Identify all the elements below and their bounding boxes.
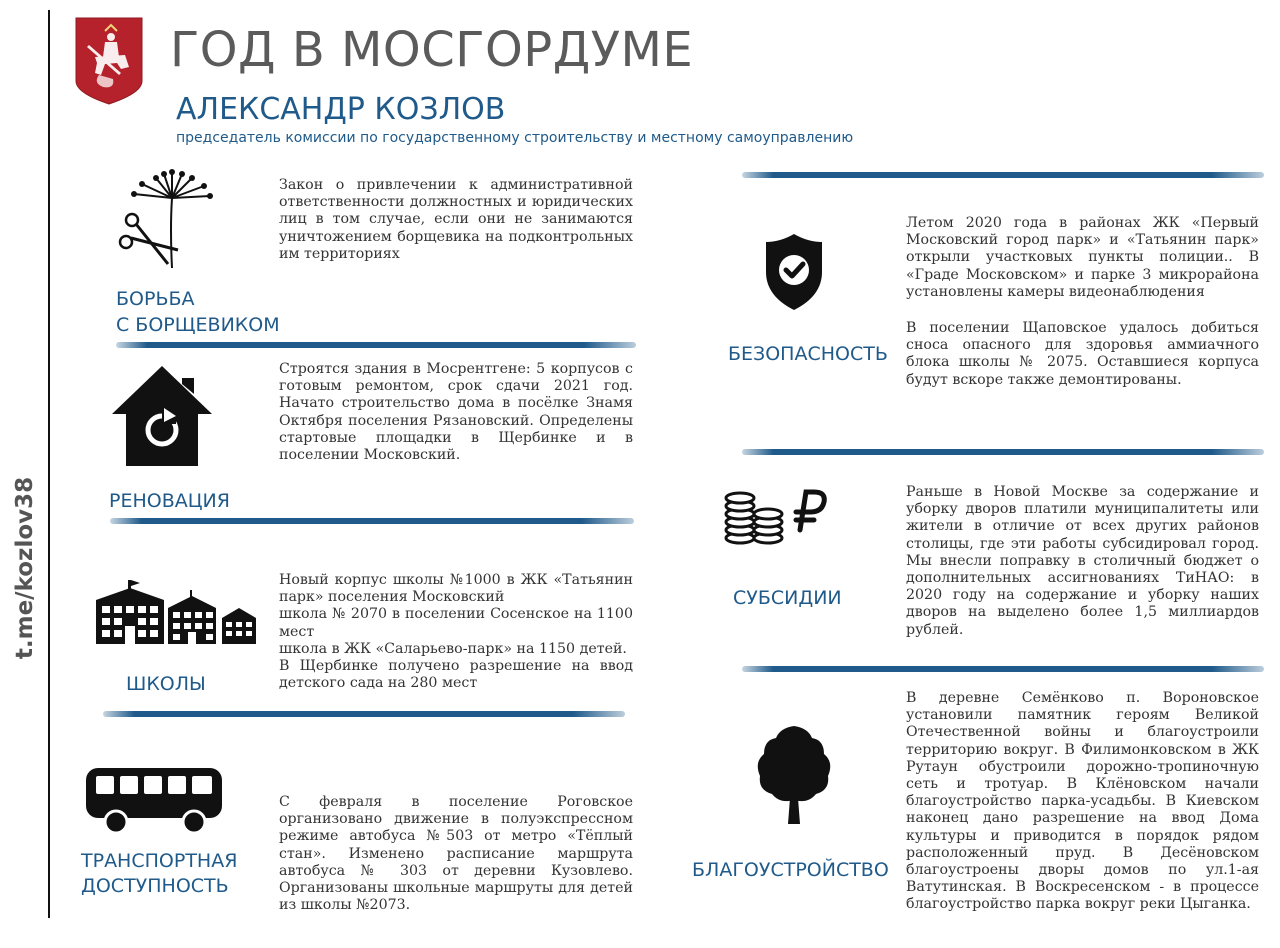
tree-icon: [754, 724, 834, 826]
renovation-text: Строятся здания в Мосрентгене: 5 корпусов с готовым ремонтом, срок сдачи 2021 год. Начато строительство дома в посёлке Знамя Октября поселения Рязановский. Определены стартовые площадки в Щербинке и в поселении Московский.: [279, 361, 633, 464]
moscow-coat-of-arms-icon: [75, 17, 143, 105]
renovation-title: РЕНОВАЦИЯ: [109, 490, 230, 512]
schools-line: Новый корпус школы №1000 в ЖК «Татьянин парк» поселения Московский: [279, 572, 633, 606]
schools-line: школа в ЖК «Саларьево-парк» на 1150 детей.: [279, 640, 627, 657]
house-renovation-icon: [112, 364, 212, 468]
brush-divider: [116, 342, 636, 348]
improvement-title: БЛАГОУСТРОЙСТВО: [692, 859, 889, 881]
brush-divider: [103, 711, 625, 717]
page-title: ГОД В МОСГОРДУМЕ: [170, 22, 694, 78]
subsidies-text: Раньше в Новой Москве за содержание и уборку дворов платили муниципалитеты или жители в отличие от всех других районов столицы, где эти работы субсидировал город. Мы внесли поправку в столичный бюджет о дополнительных ассигнованиях ТиНАО: в 2020 году на содержание и уборку наших дворов на выделено более 1,5 миллиардов рублей.: [906, 484, 1259, 638]
brush-divider: [110, 518, 634, 524]
transport-text: С февраля в поселение Роговское организовано движение в полуэкспрессном режиме автобуса №503 от метро «Тёплый стан». Изменено расписание маршрута автобуса № 303 от деревни Кузовлево. Организованы школьные маршруты для детей из школы №2073.: [279, 794, 633, 914]
coins-ruble-icon: [724, 486, 828, 548]
schools-line: школа № 2070 в поселении Сосенское на 1100 мест: [279, 606, 633, 640]
safety-paragraph-1: Летом 2020 года в районах ЖК «Первый Московский город парк» и «Татьянин парк» открыли участковых пункты полиции.. В «Граде Московском» и парке 3 микрорайона установлены камеры видеонаблюдения: [906, 215, 1259, 300]
transport-title-line2: ДОСТУПНОСТЬ: [81, 875, 229, 897]
hogweed-title-line1: БОРЬБА: [116, 288, 195, 310]
hogweed-title-line2: С БОРЩЕВИКОМ: [116, 314, 280, 336]
bus-icon: [86, 766, 224, 834]
shield-check-icon: [764, 232, 824, 312]
schools-title: ШКОЛЫ: [126, 673, 206, 695]
brush-divider: [742, 172, 1264, 178]
improvement-text: В деревне Семёнково п. Вороновское установили памятник героям Великой Отечественной войны и благоустроили территорию вокруг. В Филимонковском в ЖК Рутаун обустроили дорожно-тропиночную сеть и тротуар. В Клёновском начали благоустройство парка-усадьбы. В Киевском наконец дано разрешение на ввод Дома культуры и приводится в порядок рядом расположенный пруд. В Десёновском благоустроены дворы домов по ул.1-ая Ватутинская. В Воскресенском - в процессе благоустройство парка вокруг реки Цыганка.: [906, 690, 1259, 913]
person-position: председатель комиссии по государственному строительству и местному самоуправлению: [176, 130, 854, 146]
schools-line: В Щербинке получено разрешение на ввод детского сада на 280 мест: [279, 658, 633, 692]
brush-divider: [742, 449, 1264, 455]
safety-title: БЕЗОПАСНОСТЬ: [728, 343, 888, 365]
person-name: АЛЕКСАНДР КОЗЛОВ: [176, 92, 506, 127]
schools-text: [279, 572, 633, 692]
brush-divider: [742, 666, 1264, 672]
transport-title-line1: ТРАНСПОРТНАЯ: [81, 850, 238, 872]
subsidies-title: СУБСИДИИ: [733, 587, 842, 609]
hogweed-text: Закон о привлечении к административной ответственности должностных и юридических лиц в том случае, если они не занимаются уничтожением борщевика на подконтрольных им территориях: [279, 177, 633, 262]
safety-paragraph-2: В поселении Щаповское удалось добиться сноса опасного для здоровья аммиачного блока школы № 2075. Оставшиеся корпуса будут вскоре также демонтированы.: [906, 320, 1259, 388]
school-buildings-icon: [94, 578, 258, 646]
vertical-divider-line: [48, 10, 50, 918]
telegram-link[interactable]: t.me/kozlov38: [12, 476, 38, 660]
hogweed-scissors-icon: [112, 168, 216, 272]
